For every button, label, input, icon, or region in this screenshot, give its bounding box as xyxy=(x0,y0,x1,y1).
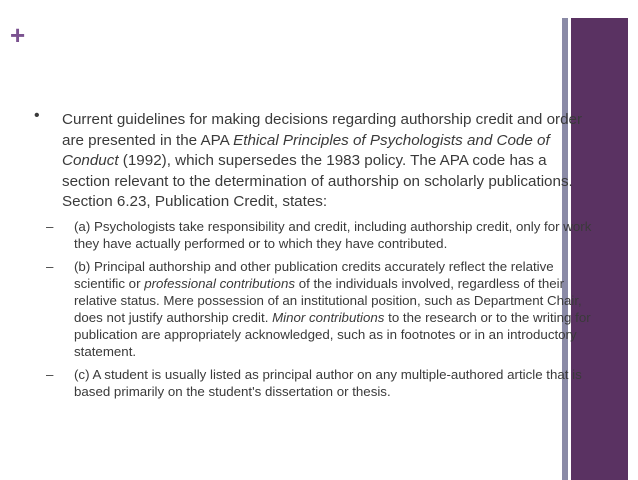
plus-icon: + xyxy=(10,20,26,50)
dash-marker: – xyxy=(46,258,54,274)
sub-bullet-b-text-2: of the individuals involved, regardless of their relative status. Mere possession of an institutional position, such as Department Chair, does not justify authorship credit. xyxy=(74,275,582,325)
main-bullet-italic-title: Ethical Principles of Psychologists and Code of Conduct xyxy=(62,131,550,169)
sub-bullet-b-text-3: to the research or to the writing for publication are appropriately acknowledged, such as in footnotes or in an introductory statement. xyxy=(74,309,591,359)
main-bullet-text-1: Current guidelines for making decisions regarding authorship credit and order are presented in the APA xyxy=(62,111,583,149)
main-bullet-text-2: (1992), which supersedes the 1983 policy. The APA code has a section relevant to the determination of authorship on scholarly publications. Section 6.23, Publication Credit, states: xyxy=(62,152,573,210)
sub-bullet-b-italic-2: Minor contributions xyxy=(272,309,385,325)
sub-bullet-a-text: (a) Psychologists take responsibility and credit, including authorship credit, only for work they have actually performed or to which they have contributed. xyxy=(74,218,592,251)
dash-marker: – xyxy=(46,366,54,382)
dash-marker: – xyxy=(46,218,54,234)
sub-bullet-b-text-1: (b) Principal authorship and other publication credits accurately reflect the relative scientific or xyxy=(74,258,554,291)
sub-bullet-b-italic-1: professional contributions xyxy=(144,275,295,291)
sub-bullet-c xyxy=(46,366,594,400)
bullet-marker: • xyxy=(34,107,40,124)
sub-bullet-a xyxy=(46,218,594,252)
sub-bullet-c-text: (c) A student is usually listed as principal author on any multiple-authored article that is based primarily on the student's dissertation or thesis. xyxy=(74,366,582,399)
sub-bullet-b xyxy=(46,258,594,360)
slide-body xyxy=(34,107,594,406)
main-bullet-item xyxy=(34,107,594,213)
sub-bullet-list xyxy=(34,218,594,400)
